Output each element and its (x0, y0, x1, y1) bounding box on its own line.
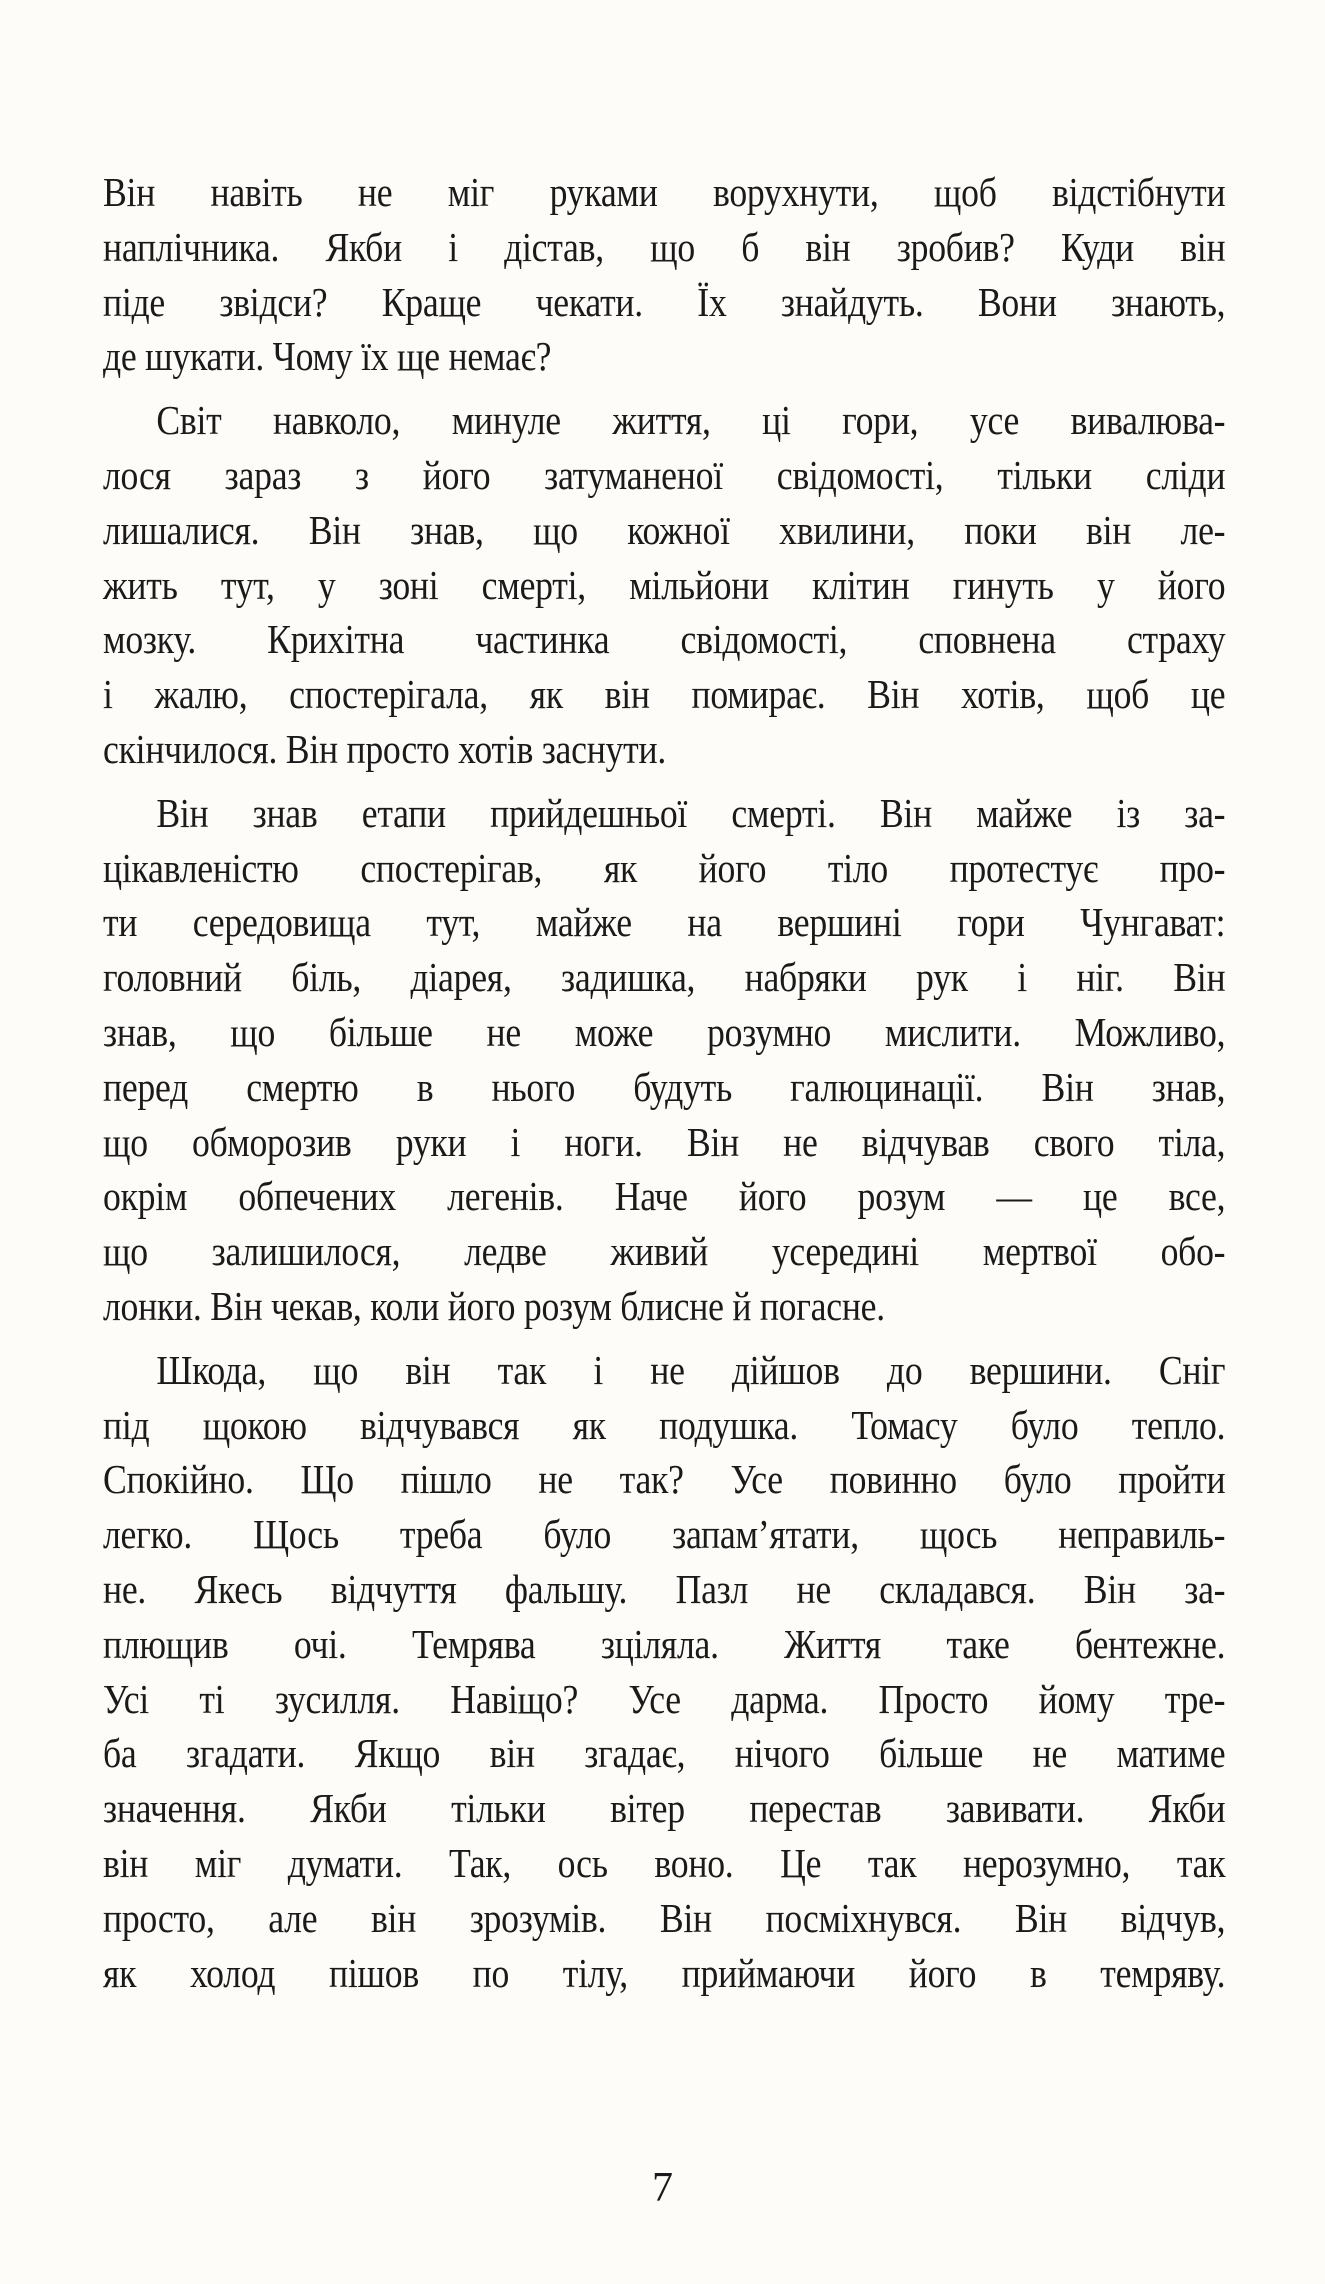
text-line: плющив очі. Темрява зціляла. Життя таке бентежне. (103, 1620, 1226, 1667)
text-line: легко. Щось треба було запам’ятати, щось неправиль- (103, 1511, 1226, 1558)
page-number: 7 (652, 2165, 673, 2211)
text-line: піде звідси? Краще чекати. Їх знайдуть. Вони знають, (103, 278, 1226, 325)
text-line: Спокійно. Що пішло не так? Усе повинно було пройти (103, 1456, 1226, 1503)
text-line: просто, але він зрозумів. Він посміхнувся. Він відчув, (103, 1894, 1226, 1941)
text-line: лонки. Він чекав, коли його розум блисне й погасне. (103, 1282, 885, 1329)
text-line: ба згадати. Якщо він згадає, нічого більше не матиме (103, 1730, 1226, 1777)
paragraph (103, 1343, 1225, 2001)
text-line: лишалися. Він знав, що кожної хвилини, поки він ле- (103, 506, 1226, 553)
text-line: скінчилося. Він просто хотів заснути. (103, 725, 667, 772)
text-line: головний біль, діарея, задишка, набряки рук і ніг. Він (103, 954, 1226, 1001)
text-line: як холод пішов по тілу, приймаючи його в темряву. (103, 1949, 1226, 1996)
text-line: де шукати. Чому їх ще немає? (103, 333, 552, 380)
text-line: лося зараз з його затуманеної свідомості, тільки сліди (103, 451, 1226, 498)
text-line: цікавленістю спостерігав, як його тіло протестує про- (103, 844, 1226, 891)
text-line: Він знав етапи прийдешньої смерті. Він майже із за- (156, 789, 1226, 836)
text-line: перед смертю в нього будуть галюцинації. Він знав, (103, 1063, 1226, 1110)
paragraph (103, 786, 1225, 1334)
text-line: під щокою відчувався як подушка. Томасу було тепло. (103, 1401, 1226, 1448)
text-line: окрім обпечених легенів. Наче його розум — це все, (103, 1173, 1226, 1220)
text-line: і жалю, спостерігала, як він помирає. Він хотів, щоб це (103, 671, 1226, 718)
paragraph (103, 165, 1225, 384)
text-line: ти середовища тут, майже на вершині гори Чунгават: (103, 899, 1226, 946)
text-line: мозку. Крихітна частинка свідомості, сповнена страху (103, 616, 1226, 663)
text-line: що залишилося, ледве живий усередині мертвої обо- (103, 1228, 1226, 1275)
text-line: Він навіть не міг руками ворухнути, щоб відстібнути (103, 169, 1226, 215)
text-line: не. Якесь відчуття фальшу. Пазл не складався. Він за- (103, 1565, 1226, 1612)
text-line: він міг думати. Так, ось воно. Це так нерозумно, так (103, 1839, 1226, 1886)
text-line: значення. Якби тільки вітер перестав завивати. Якби (103, 1785, 1226, 1832)
text-line: що обморозив руки і ноги. Він не відчував свого тіла, (103, 1118, 1226, 1165)
paragraph (103, 393, 1225, 777)
text-line: Світ навколо, минуле життя, ці гори, усе вивалюва- (156, 397, 1226, 444)
body-text (103, 165, 1225, 2000)
text-line: знав, що більше не може розумно мислити. Можливо, (103, 1008, 1226, 1055)
text-line: Шкода, що він так і не дійшов до вершини. Сніг (156, 1346, 1226, 1393)
text-line: наплічника. Якби і дістав, що б він зробив? Куди він (103, 223, 1226, 270)
text-line: жить тут, у зоні смерті, мільйони клітин гинуть у його (103, 561, 1226, 608)
text-line: Усі ті зусилля. Навіщо? Усе дарма. Просто йому тре- (103, 1675, 1226, 1722)
